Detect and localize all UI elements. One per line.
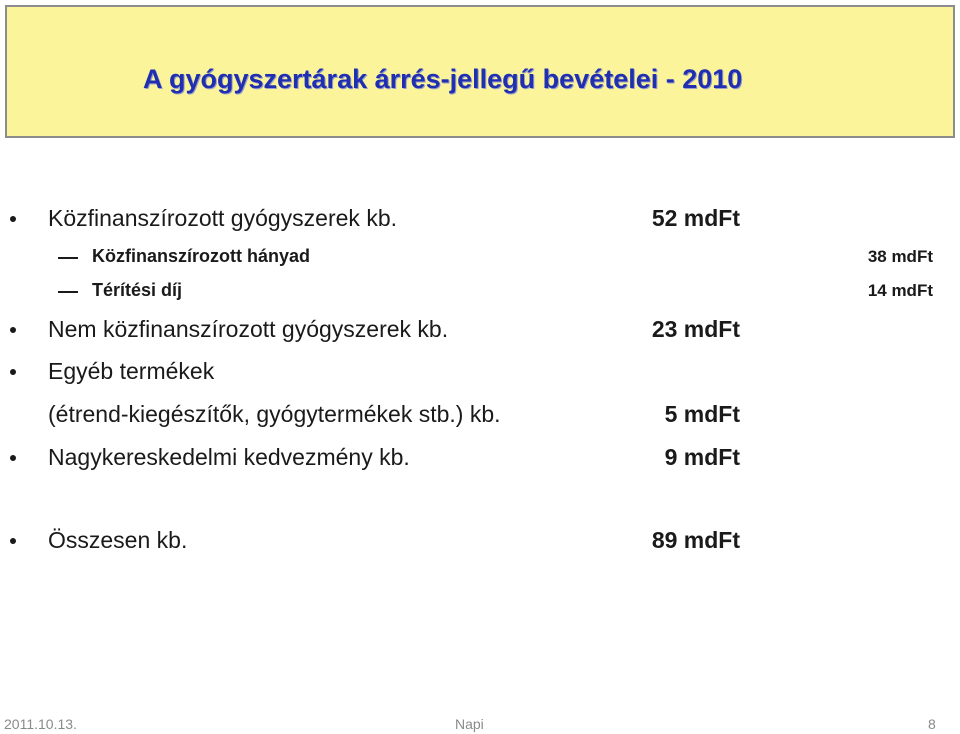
bullet-icon bbox=[10, 369, 16, 375]
bullet-icon bbox=[10, 327, 16, 333]
sub-item-label: Térítési díj bbox=[92, 280, 183, 300]
item-amount: 9 mdFt bbox=[664, 444, 740, 470]
item-label: Nagykereskedelmi kedvezmény kb. bbox=[48, 444, 410, 470]
item-label: (étrend-kiegészítők, gyógytermékek stb.) kb. bbox=[48, 401, 501, 427]
item-label: Közfinanszírozott gyógyszerek kb. bbox=[48, 205, 397, 231]
list-item bbox=[0, 358, 960, 388]
item-amount: 52 mdFt bbox=[651, 205, 740, 231]
total-amount: 89 mdFt bbox=[651, 527, 740, 553]
sub-item-label: Közfinanszírozott hányad bbox=[92, 246, 311, 266]
total-row bbox=[0, 527, 960, 557]
footer-center: Napi bbox=[455, 716, 484, 732]
bullet-icon bbox=[10, 216, 16, 222]
sub-item-amount: 14 mdFt bbox=[867, 281, 933, 300]
total-label: Összesen kb. bbox=[48, 527, 188, 553]
footer-page-number: 8 bbox=[928, 716, 936, 732]
bullet-icon bbox=[10, 455, 16, 461]
sub-list-item bbox=[0, 280, 960, 304]
bullet-icon bbox=[10, 538, 16, 544]
slide-title: A gyógyszertárak árrés-jellegű bevételei - 2010 bbox=[143, 64, 743, 94]
title-box bbox=[5, 5, 955, 138]
footer-date: 2011.10.13. bbox=[4, 716, 77, 732]
dash-icon bbox=[58, 291, 78, 293]
item-label: Nem közfinanszírozott gyógyszerek kb. bbox=[48, 316, 449, 342]
dash-icon bbox=[58, 257, 78, 259]
item-amount: 5 mdFt bbox=[664, 401, 740, 427]
sub-item-amount: 38 mdFt bbox=[867, 247, 933, 266]
item-amount: 23 mdFt bbox=[651, 316, 740, 342]
list-item bbox=[0, 205, 960, 235]
item-label: Egyéb termékek bbox=[48, 358, 215, 384]
sub-list-item bbox=[0, 246, 960, 270]
list-item bbox=[0, 316, 960, 346]
list-item-continuation bbox=[0, 401, 960, 431]
list-item bbox=[0, 444, 960, 474]
